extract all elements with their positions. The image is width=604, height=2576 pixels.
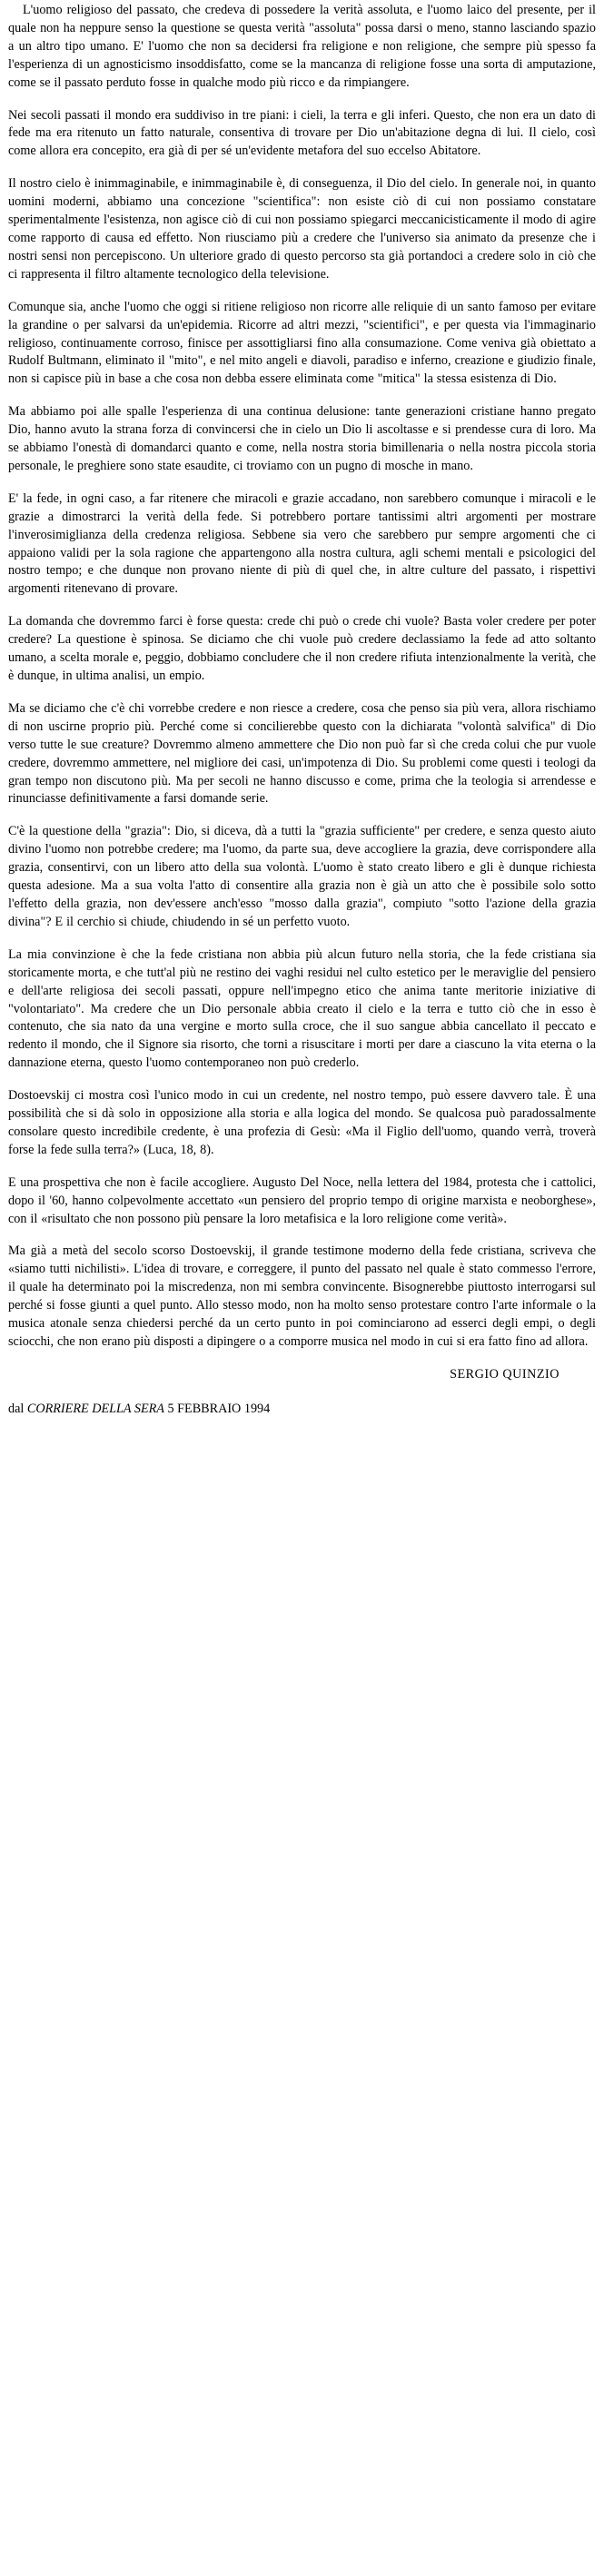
article-paragraph: La mia convinzione è che la fede cristiana non abbia più alcun futuro nella storia, che la fede cristiana sia storicamente morta, e che tutt'al più ne restino dei vaghi residui nel culto estetico per le meraviglie del pensiero e dell'arte religiosa dei secoli passati, oppure nell'impegno etico che anima tante meritorie iniziative di "volontariato". Ma credere che un Dio personale abbia creato il cielo e la terra e tutto ciò che in esso è contenuto, che sia nato da una vergine e morto sulla croce, che il suo sangue abbia cancellato il peccato e redento il mondo, che il Signore sia risorto, che torni a risuscitare i morti per dare a ciascuno la vita eterna o la dannazione eterna, questo l'uomo contemporaneo non può crederlo.: [8, 946, 596, 1071]
article-paragraph: Comunque sia, anche l'uomo che oggi si ritiene religioso non ricorre alle reliquie di un santo famoso per evitare la grandine o per salvarsi da un'epidemia. Ricorre ad altri mezzi, "scientifici", e per questa via l'immaginario religioso, continuamente corroso, finisce per assottigliarsi fino alla consumazione. Come veniva già obiettato a Rudolf Bultmann, eliminato il "mito", e nel mito angeli e diavoli, paradiso e inferno, creazione e giudizio finale, non si capisce più in base a che cosa non debba essere eliminata come "mitica" la stessa esistenza di Dio.: [8, 299, 596, 387]
publication-date: 5 FEBBRAIO 1994: [167, 1401, 271, 1416]
article-paragraph: Il nostro cielo è inimmaginabile, e inimmaginabile è, di conseguenza, il Dio del cielo. In generale noi, in quanto uomini moderni, abbiamo una concezione "scientifica": non esiste ciò di cui non possiamo constatare sperimentalmente l'esistenza, non agisce ciò di cui non possiamo spiegarci meccanicisticamente il modo di agire come rapporto di causa ed effetto. Non riusciamo più a credere che l'universo sia animato da presenze che i nostri sensi non percepiscono. Un ulteriore grado di questo percorso sta già portandoci a credere solo in ciò che ci rappresenta il filtro altamente tecnologico della televisione.: [8, 176, 596, 282]
article-paragraph: Ma già a metà del secolo scorso Dostoevskij, il grande testimone moderno della fede cristiana, scriveva che «siamo tutti nichilisti». L'idea di trovare, e correggere, il punto del passato nel quale è stato commesso l'errore, il quale ha determinato poi la miscredenza, non mi sembra convincente. Bisognerebbe piuttosto interrogarsi sul perché si fosse giunti a quel punto. Allo stesso modo, non ha molto senso protestare contro l'arte informale o la musica atonale senza chiedersi perché da un certo punto in poi cominciarono ad esserci degli empi, o degli sciocchi, che non erano più disposti a dipingere o a comporre musica nel modo in cui si era fatto fino ad allora.: [8, 1243, 596, 1349]
article-paragraph: E' la fede, in ogni caso, a far ritenere che miracoli e grazie accadano, non sarebbero comunque i miracoli e le grazie a dimostrarci la verità della fede. Si potrebbero portare tantissimi altri argomenti per mostrare l'inverosimiglianza della credenza religiosa. Sebbene sia vero che sarebbero pur sempre argomenti che ci appaiono validi per la sola ragione che appartengono alla nostra cultura, agli schemi mentali e psicologici del nostro tempo; e che dunque non provano niente di più di quel che, in altre culture del passato, i rispettivi argomenti ritenevano di provare.: [8, 490, 596, 597]
article-paragraph: Nei secoli passati il mondo era suddiviso in tre piani: i cieli, la terra e gli inferi. Questo, che non era un dato di fede ma era ritenuto un fatto naturale, consentiva di trovare per Dio un'abitazione degna di lui. Il cielo, così come allora era concepito, era già di per sé un'evidente metafora del suo eccelso Abitatore.: [8, 107, 596, 159]
source-line: [8, 1401, 596, 1419]
article-paragraph: Ma se diciamo che c'è chi vorrebbe credere e non riesce a credere, cosa che penso sia più vera, allora rischiamo di non uscirne proprio più. Perché come si concilierebbe questo con la dichiarata "volontà salvifica" di Dio verso tutte le sue creature? Dovremmo almeno ammettere che Dio non può far sì che creda colui che pur vuole credere, dovremmo ammettere, nel migliore dei casi, un'impotenza di Dio. Su problemi come questi i teologi da gran tempo non discutono più. Ma per secoli ne hanno discusso e come, prima che la teologia si arrendesse e rinunciasse definitivamente a farsi domande serie.: [8, 700, 596, 807]
author-signature: SERGIO QUINZIO: [450, 1366, 559, 1382]
newspaper-name: CORRIERE DELLA SERA: [26, 1401, 164, 1416]
article-paragraph: Dostoevskij ci mostra così l'unico modo in cui un credente, nel nostro tempo, può essere davvero tale. È una possibilità che si dà solo in opposizione alla storia e alla logica del mondo. Se qualcosa può paradossalmente consolare questo incredibile credente, è una profezia di Gesù: «Ma il Figlio dell'uomo, quando verrà, troverà forse la fede sulla terra?» (Luca, 18, 8).: [8, 1088, 596, 1157]
article-paragraph: La domanda che dovremmo farci è forse questa: crede chi può o crede chi vuole? Basta voler credere per poter credere? La questione è spinosa. Se diciamo che chi vuole può credere declassiamo la fede ad atto soltanto umano, a scelta morale e, peggio, dobbiamo concludere che il non credere rifiuta intenzionalmente la verità, che è dunque, in ultima analisi, un empio.: [8, 614, 596, 683]
article-paragraph: C'è la questione della "grazia": Dio, si diceva, dà a tutti la "grazia sufficiente" per credere, e senza questo aiuto divino l'uomo non potrebbe credere; ma l'uomo, da parte sua, deve accogliere la grazia, deve corrispondere alla grazia, consentirvi, con un libero atto della sua volontà. L'uomo è stato creato libero e gli è dunque richiesta questa adesione. Ma a sua volta l'atto di consentire alla grazia non è già un atto che è possibile solo sotto l'effetto della grazia, non dev'essere anch'esso "mosso dalla grazia", compiuto "sotto l'azione della grazia divina"? E il cerchio si chiude, chiudendo in sé un perfetto vuoto.: [8, 824, 596, 929]
source-prefix: dal: [8, 1401, 25, 1416]
article-paragraph: E una prospettiva che non è facile accogliere. Augusto Del Noce, nella lettera del 1984, protesta che i cattolici, dopo il '60, hanno colpevolmente accettato «un pensiero del proprio tempo di origine marxista e neoborghese», con il «risultato che non possono più pensare la loro metafisica e la loro religione come verità».: [8, 1174, 596, 1226]
article-paragraph: L'uomo religioso del passato, che credeva di possedere la verità assoluta, e l'uomo laico del presente, per il quale non ha neppure senso la questione se questa verità "assoluta" possa darsi o meno, stanno lasciando spazio a un altro tipo umano. E' l'uomo che non sa decidersi fra religione e non religione, che sempre più spesso fa l'esperienza di un agnosticismo insoddisfatto, come se la mancanza di religione fosse una sorta di amputazione, come se il passato perduto fosse in qualche modo più ricco e da rimpiangere.: [8, 3, 596, 90]
article-paragraph: Ma abbiamo poi alle spalle l'esperienza di una continua delusione: tante generazioni cristiane hanno pregato Dio, hanno avuto la strana forza di convincersi che in cielo un Dio li ascoltasse e si prendesse cura di loro. Ma se abbiamo l'onestà di domandarci quanto e come, nella nostra storia bimillenaria o nella nostra piccola storia personale, le preghiere sono state esaudite, ci troviamo con un pugno di mosche in mano.: [8, 404, 596, 473]
